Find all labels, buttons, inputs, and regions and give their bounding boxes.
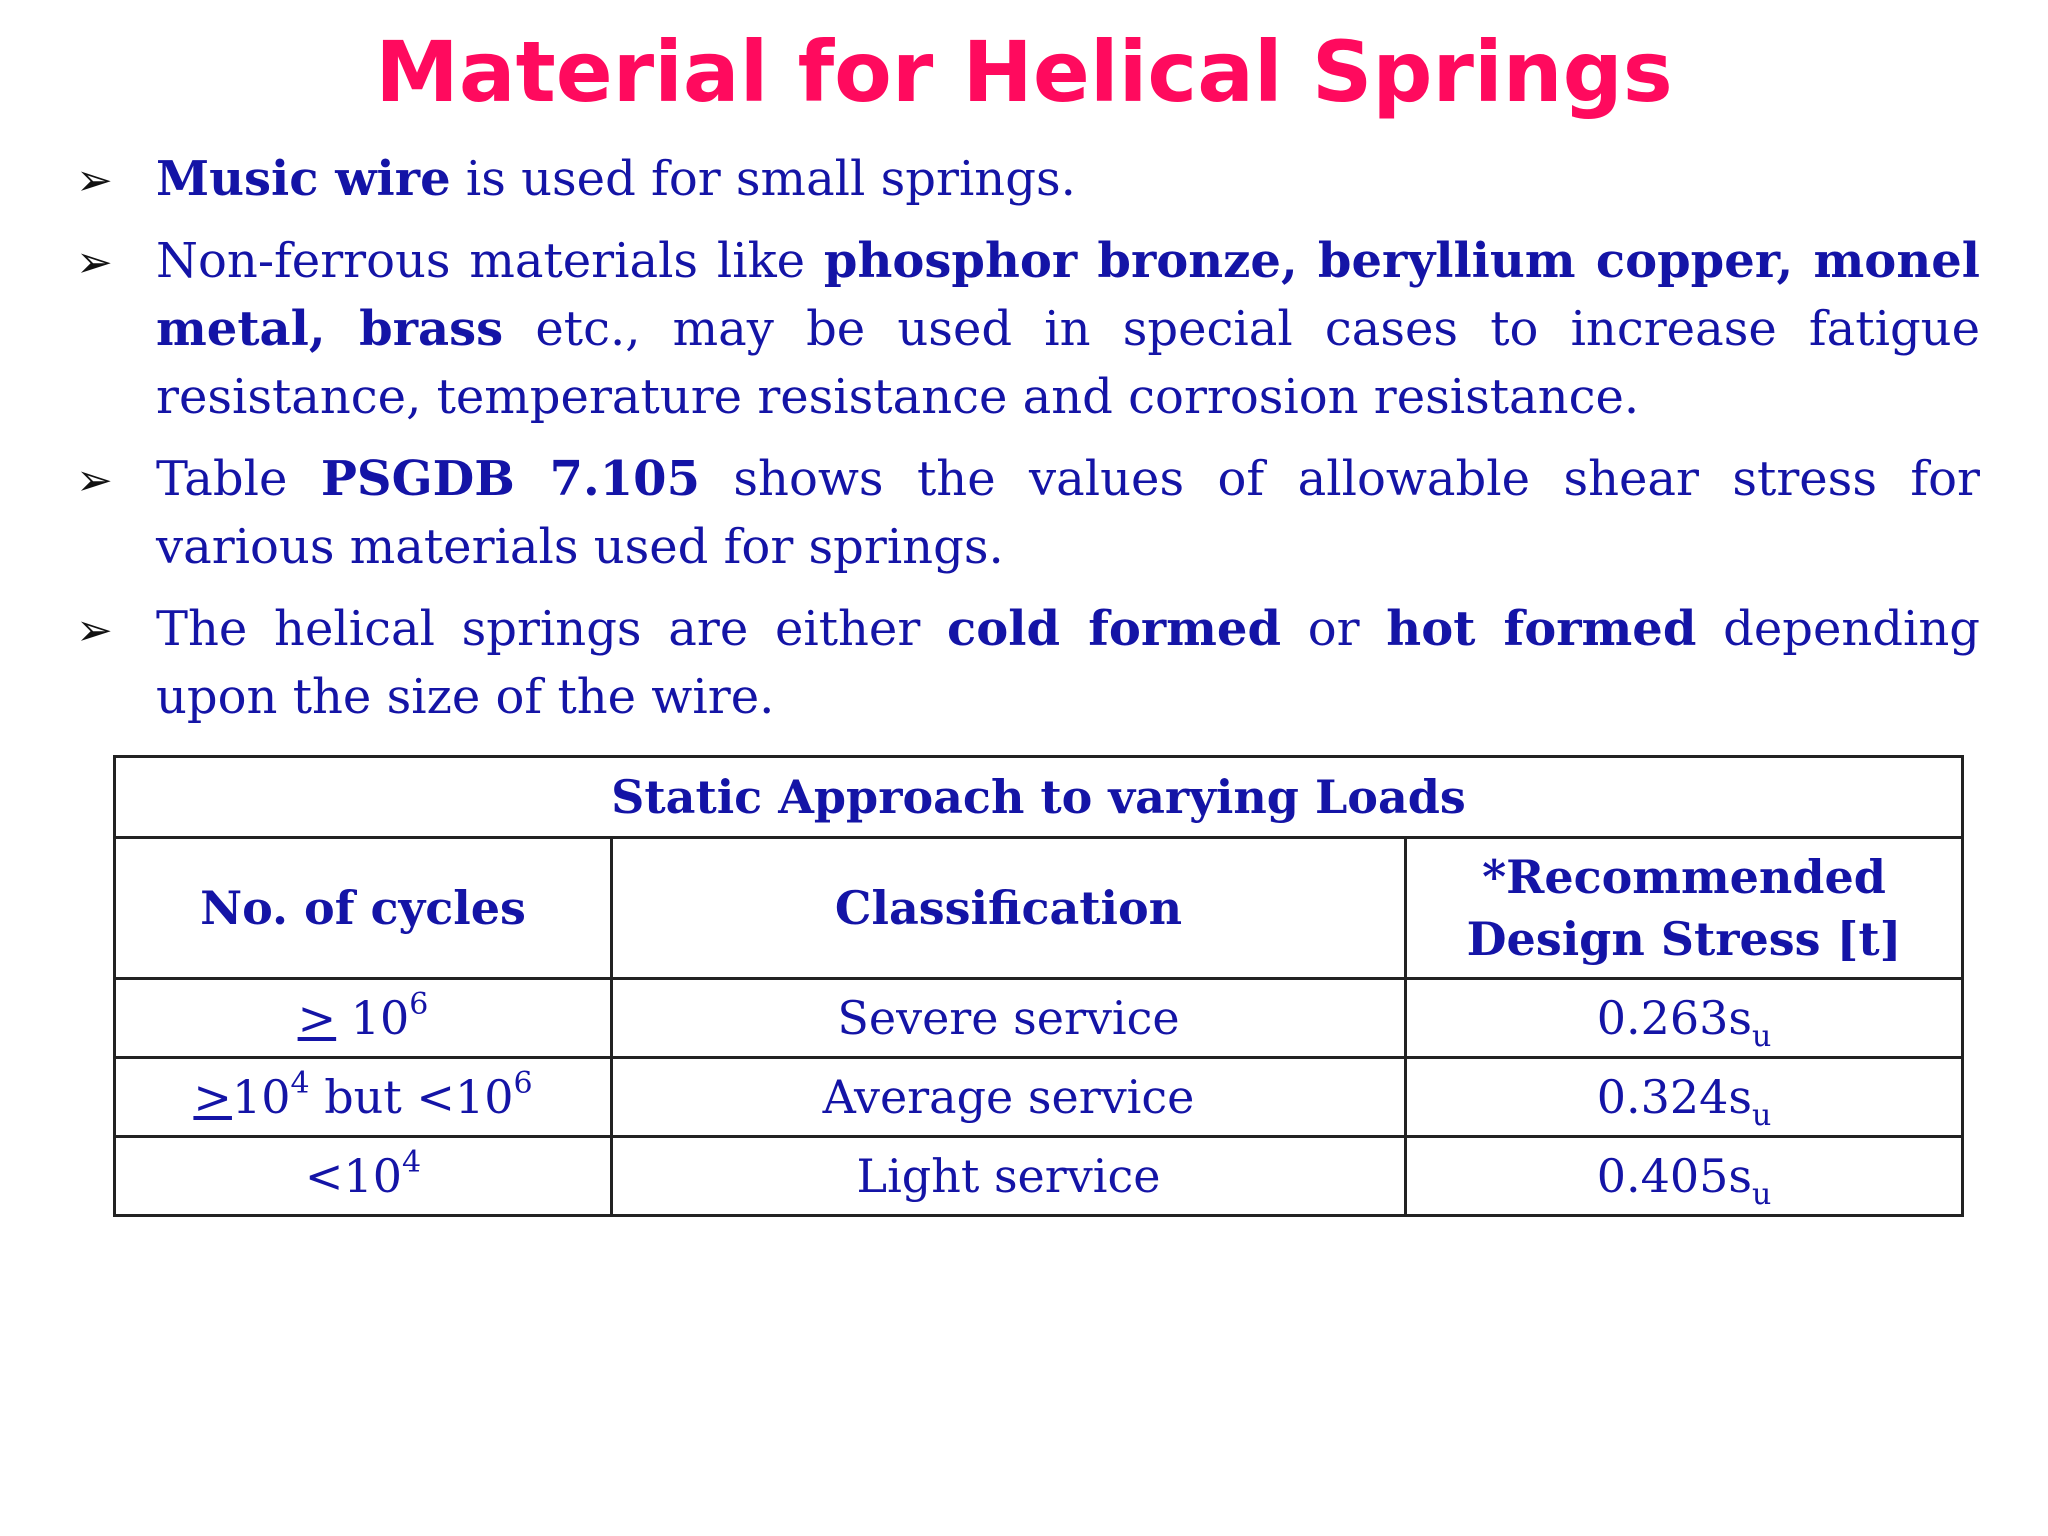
stress-subscript: u (1752, 1177, 1772, 1212)
bullet-list (76, 145, 1980, 745)
table-header-row (115, 838, 1963, 979)
ge-symbol: > (193, 1070, 232, 1124)
bullet-bold-text: cold formed (946, 601, 1282, 657)
cycles-exponent: 4 (290, 1066, 310, 1101)
stress-value: 0.263s (1596, 991, 1752, 1045)
design-stress-table (113, 755, 1964, 1217)
cycles-exponent: 4 (401, 1145, 422, 1180)
bullet-item (76, 595, 1980, 731)
arrowhead-bullet-icon: ➢ (76, 237, 113, 288)
cell-cycles (115, 1137, 612, 1216)
table-caption-row (115, 757, 1963, 838)
arrowhead-bullet-icon: ➢ (76, 605, 113, 656)
bullet-bold-text: phosphor bronze, beryllium copper, monel metal, brass (156, 233, 1980, 357)
cell-design-stress (1406, 979, 1963, 1058)
stress-subscript: u (1752, 1098, 1772, 1133)
cycles-base: <10 (304, 1149, 402, 1203)
arrowhead-bullet-icon: ➢ (76, 455, 113, 506)
cycles-exponent: 6 (513, 1066, 533, 1101)
bullet-item (76, 145, 1980, 213)
cell-cycles (115, 979, 612, 1058)
cycles-base: 10 (336, 991, 410, 1045)
header-design-stress-line2: Design Stress [t] (1466, 912, 1902, 966)
table-row (115, 1058, 1963, 1137)
stress-subscript: u (1752, 1019, 1772, 1054)
cycles-base: 10 (231, 1070, 291, 1124)
arrowhead-bullet-icon: ➢ (76, 155, 113, 206)
bullet-text: The helical springs are either (156, 601, 947, 657)
bullet-text: Non-ferrous materials like (156, 233, 824, 289)
cell-classification: Light service (612, 1137, 1406, 1216)
header-design-stress (1406, 838, 1963, 979)
table-row (115, 1137, 1963, 1216)
cell-classification: Severe service (612, 979, 1406, 1058)
table-row (115, 979, 1963, 1058)
bullet-text: is used for small springs. (450, 151, 1076, 207)
header-classification: Classification (612, 838, 1406, 979)
bullet-text: shows the values of allowable shear stress for various materials used for springs. (156, 451, 1980, 575)
bullet-text: depending upon the size of the wire. (156, 601, 1980, 725)
header-cycles: No. of cycles (115, 838, 612, 979)
bullet-bold-text: Music wire (156, 151, 451, 207)
stress-value: 0.405s (1596, 1149, 1752, 1203)
bullet-text: etc., may be used in special cases to increase fatigue resistance, temperature resistance and corrosion resistance. (156, 301, 1980, 425)
bullet-text: Table (156, 451, 321, 507)
cell-classification: Average service (612, 1058, 1406, 1137)
cell-cycles (115, 1058, 612, 1137)
bullet-item (76, 227, 1980, 431)
slide-title: Material for Helical Springs (375, 23, 1673, 121)
cell-design-stress (1406, 1058, 1963, 1137)
bullet-item (76, 445, 1980, 581)
bullet-bold-text: hot formed (1386, 601, 1697, 657)
stress-value: 0.324s (1596, 1070, 1752, 1124)
cycles-base: but <10 (309, 1070, 514, 1124)
bullet-bold-text: PSGDB 7.105 (320, 451, 700, 507)
cycles-exponent: 6 (409, 987, 429, 1022)
bullet-text: or (1281, 601, 1387, 657)
ge-symbol: > (297, 991, 337, 1045)
table-caption: Static Approach to varying Loads (115, 757, 1963, 838)
header-design-stress-line1: *Recommended (1482, 850, 1886, 904)
cell-design-stress (1406, 1137, 1963, 1216)
